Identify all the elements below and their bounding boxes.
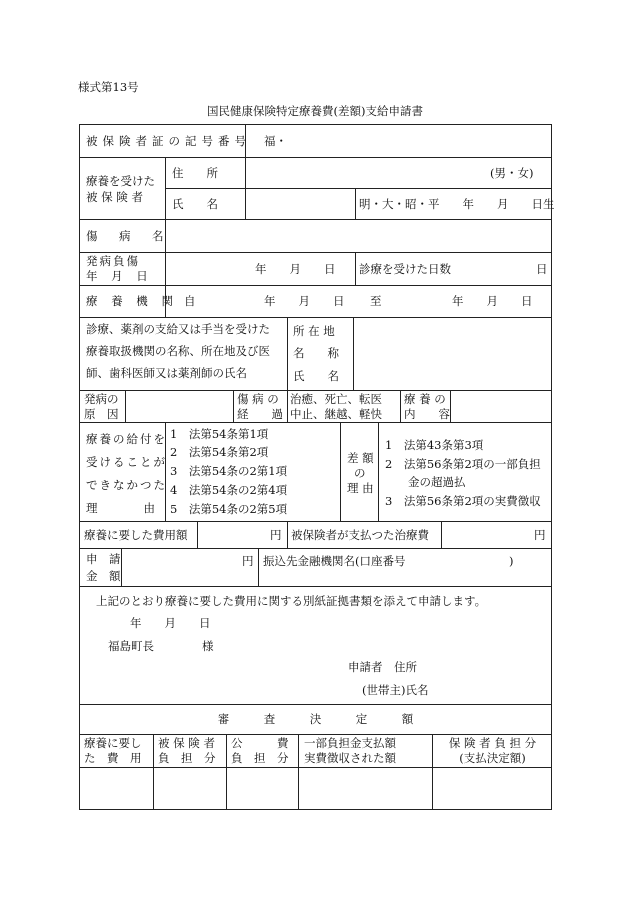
cause-label-1: 発病の bbox=[84, 392, 119, 406]
gender-field[interactable]: (男・女) bbox=[490, 166, 534, 180]
diff-reason-option[interactable]: 3 法第56条第2項の実費徴収 bbox=[385, 494, 541, 508]
reason-label-3: できなかつた bbox=[86, 478, 167, 492]
period-from-date[interactable]: 年 月 日 bbox=[264, 294, 345, 308]
diff-reason-label-3: 理 由 bbox=[347, 481, 374, 495]
required-cost-unit: 円 bbox=[270, 528, 282, 542]
insured-cert-value[interactable]: 福・ bbox=[264, 134, 287, 148]
period-to-date[interactable]: 年 月 日 bbox=[452, 294, 533, 308]
reason-label-1: 療養の給付を bbox=[86, 432, 167, 446]
provider-name-label: 名 称 bbox=[293, 346, 339, 360]
paid-cost-unit: 円 bbox=[534, 528, 546, 542]
diff-reason-label-2: の bbox=[354, 466, 366, 480]
mayor-honorific: 様 bbox=[202, 639, 214, 653]
review-col-insured-2: 負 担 分 bbox=[158, 751, 216, 765]
address-label: 住 所 bbox=[172, 166, 218, 180]
insured-cert-label: 被保険者証の記号番号 bbox=[86, 134, 251, 148]
claim-label-2: 金 額 bbox=[86, 569, 121, 583]
care-content-label-1: 療 養 の bbox=[404, 392, 446, 406]
reason-option[interactable]: 5 法第54条の2第5項 bbox=[170, 502, 288, 516]
course-label-1: 傷 病 の bbox=[237, 392, 279, 406]
review-col-public-1: 公 費 bbox=[231, 736, 289, 750]
name-label: 氏 名 bbox=[172, 197, 218, 211]
provider-desc-1: 診療、薬剤の支給又は手当を受けた bbox=[86, 322, 270, 336]
diff-reason-option[interactable]: 1 法第43条第3項 bbox=[385, 438, 484, 452]
declaration-text: 上記のとおり療養に要した費用に関する別紙証拠書類を添えて申請します。 bbox=[96, 594, 487, 608]
onset-label-2: 年 月 日 bbox=[86, 269, 153, 283]
provider-person-label: 氏 名 bbox=[293, 369, 339, 383]
required-cost-label: 療養に要した費用額 bbox=[84, 528, 188, 542]
cause-label-2: 原 因 bbox=[84, 407, 119, 421]
period-to-label: 至 bbox=[370, 294, 382, 308]
applicant-address-label: 申請者 住所 bbox=[348, 660, 417, 674]
review-col-insured-1: 被 保 険 者 bbox=[158, 736, 215, 750]
mayor-label: 福島町長 bbox=[108, 639, 154, 653]
onset-label-1: 発病負傷 bbox=[86, 254, 140, 268]
declaration-date[interactable]: 年 月 日 bbox=[130, 616, 211, 630]
outcome-options-1[interactable]: 治癒、死亡、転医 bbox=[290, 392, 382, 406]
review-title: 審 査 決 定 額 bbox=[217, 712, 414, 726]
reason-option[interactable]: 1 法第54条第1項 bbox=[170, 427, 269, 441]
recipient-label-1: 療養を受けた bbox=[86, 174, 155, 188]
form-title: 国民健康保険特定療養費(差額)支給申請書 bbox=[207, 104, 423, 118]
review-col-insurer-2: (支払決定額) bbox=[459, 751, 526, 765]
reason-option[interactable]: 4 法第54条の2第4項 bbox=[170, 483, 288, 497]
reason-option[interactable]: 3 法第54条の2第1項 bbox=[170, 464, 288, 478]
recipient-label-2: 被 保 険 者 bbox=[86, 190, 143, 204]
claim-unit: 円 bbox=[242, 554, 254, 568]
treatment-days-unit: 日 bbox=[536, 262, 548, 276]
paid-cost-label: 被保険者が支払つた治療費 bbox=[291, 528, 429, 542]
review-col-cost-1: 療養に要し bbox=[84, 736, 142, 750]
care-content-label-2: 内 容 bbox=[404, 407, 450, 421]
period-from-label: 自 bbox=[184, 294, 196, 308]
outcome-options-2[interactable]: 中止、継越、軽快 bbox=[290, 407, 382, 421]
birth-date-field[interactable]: 明・大・昭・平 年 月 日生 bbox=[359, 197, 555, 211]
bank-account-field[interactable]: 振込先金融機関名(口座番号 ) bbox=[263, 554, 514, 568]
form-number: 様式第13号 bbox=[78, 80, 139, 94]
review-col-cost-2: た 費 用 bbox=[84, 751, 142, 765]
provider-location-label: 所 在 地 bbox=[293, 324, 335, 338]
onset-date-field[interactable]: 年 月 日 bbox=[255, 262, 336, 276]
diff-reason-option[interactable]: 2 法第56条第2項の一部負担 bbox=[385, 457, 541, 471]
reason-label-4: 理 由 bbox=[86, 501, 155, 515]
reason-label-2: 受けることが bbox=[86, 455, 167, 469]
period-label: 療 養 機 関 bbox=[86, 294, 178, 308]
provider-desc-3: 師、歯科医師又は薬剤師の氏名 bbox=[86, 366, 247, 380]
review-col-copay-1: 一部負担金支払額 bbox=[304, 736, 396, 750]
disease-label: 傷 病 名 bbox=[86, 229, 169, 243]
course-label-2: 経 過 bbox=[237, 407, 283, 421]
diff-reason-label-1: 差 額 bbox=[347, 451, 374, 465]
review-col-public-2: 負 担 分 bbox=[231, 751, 289, 765]
review-col-copay-2: 実費徴収された額 bbox=[304, 751, 396, 765]
claim-label-1: 申 請 bbox=[86, 552, 121, 566]
treatment-days-label: 診療を受けた日数 bbox=[359, 262, 451, 276]
diff-reason-option-cont: 金の超過払 bbox=[385, 475, 466, 489]
householder-name-label: (世帯主)氏名 bbox=[362, 683, 429, 697]
provider-desc-2: 療養取扱機関の名称、所在地及び医 bbox=[86, 344, 270, 358]
review-col-insurer-1: 保 険 者 負 担 分 bbox=[448, 736, 537, 750]
reason-option[interactable]: 2 法第54条第2項 bbox=[170, 445, 269, 459]
